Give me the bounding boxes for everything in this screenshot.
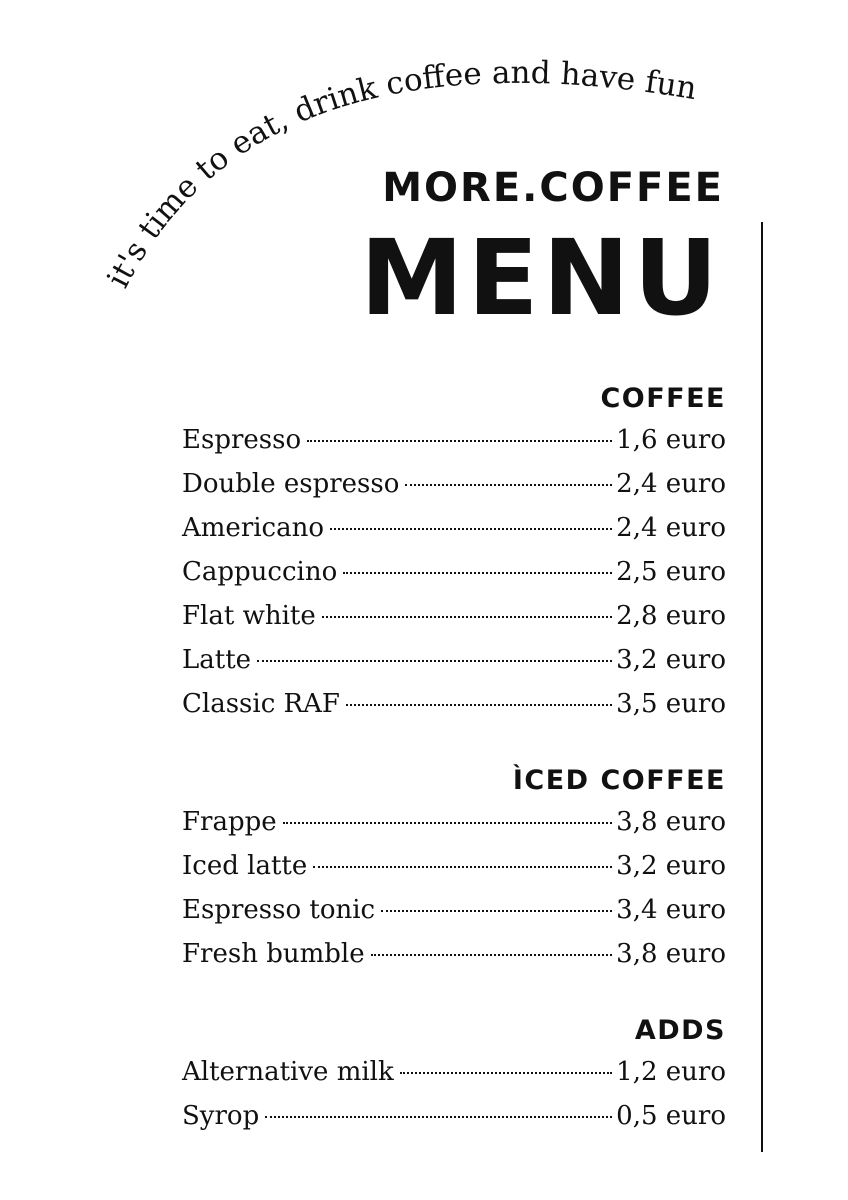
item-price: 3,8 euro bbox=[616, 939, 726, 969]
dot-leader bbox=[330, 528, 612, 530]
menu-item bbox=[182, 638, 726, 682]
menu-item bbox=[182, 462, 726, 506]
menu-item bbox=[182, 800, 726, 844]
section-iced-coffee bbox=[182, 762, 726, 976]
section-title: ADDS bbox=[634, 1015, 726, 1046]
item-name: Double espresso bbox=[182, 469, 400, 499]
item-price: 3,5 euro bbox=[616, 689, 726, 719]
menu-item bbox=[182, 594, 726, 638]
item-name: Espresso tonic bbox=[182, 895, 376, 925]
dot-leader bbox=[400, 1072, 612, 1074]
dot-leader bbox=[322, 616, 612, 618]
dot-leader bbox=[257, 660, 612, 662]
dot-leader bbox=[405, 484, 612, 486]
item-name: Espresso bbox=[182, 425, 302, 455]
dot-leader bbox=[265, 1116, 612, 1118]
menu-item bbox=[182, 1050, 726, 1094]
dot-leader bbox=[313, 866, 612, 868]
tagline: it's time to eat, drink coffee and have fun bbox=[100, 54, 700, 294]
item-price: 3,2 euro bbox=[616, 851, 726, 881]
item-name: Syrop bbox=[182, 1101, 260, 1131]
item-price: 0,5 euro bbox=[616, 1101, 726, 1131]
item-name: Latte bbox=[182, 645, 252, 675]
menu-item bbox=[182, 506, 726, 550]
item-price: 1,2 euro bbox=[616, 1057, 726, 1087]
item-price: 2,8 euro bbox=[616, 601, 726, 631]
menu-item bbox=[182, 1094, 726, 1138]
item-name: Americano bbox=[182, 513, 325, 543]
dot-leader bbox=[307, 440, 612, 442]
item-name: Frappe bbox=[182, 807, 277, 837]
menu-item bbox=[182, 682, 726, 726]
item-name: Fresh bumble bbox=[182, 939, 365, 969]
menu-list bbox=[182, 380, 726, 1174]
dot-leader bbox=[346, 704, 612, 706]
item-name: Alternative milk bbox=[182, 1057, 394, 1087]
dot-leader bbox=[371, 954, 613, 956]
item-name: Iced latte bbox=[182, 851, 308, 881]
section-title: ÌCED COFFEE bbox=[512, 765, 726, 796]
item-name: Flat white bbox=[182, 601, 316, 631]
menu-item bbox=[182, 418, 726, 462]
dot-leader bbox=[381, 910, 612, 912]
menu-item bbox=[182, 550, 726, 594]
dot-leader bbox=[343, 572, 612, 574]
item-price: 3,8 euro bbox=[616, 807, 726, 837]
menu-item bbox=[182, 844, 726, 888]
section-coffee bbox=[182, 380, 726, 726]
section-title: COFFEE bbox=[600, 383, 726, 414]
item-price: 2,5 euro bbox=[616, 557, 726, 587]
item-price: 3,4 euro bbox=[616, 895, 726, 925]
brand-name: MORE.COFFEE bbox=[382, 165, 724, 211]
dot-leader bbox=[283, 822, 613, 824]
item-price: 2,4 euro bbox=[616, 469, 726, 499]
page-title: MENU bbox=[359, 217, 722, 339]
item-price: 3,2 euro bbox=[616, 645, 726, 675]
item-name: Classic RAF bbox=[182, 689, 340, 719]
item-price: 2,4 euro bbox=[616, 513, 726, 543]
vertical-divider bbox=[761, 222, 763, 1152]
section-adds bbox=[182, 1012, 726, 1138]
menu-item bbox=[182, 932, 726, 976]
menu-item bbox=[182, 888, 726, 932]
item-name: Cappuccino bbox=[182, 557, 338, 587]
item-price: 1,6 euro bbox=[616, 425, 726, 455]
